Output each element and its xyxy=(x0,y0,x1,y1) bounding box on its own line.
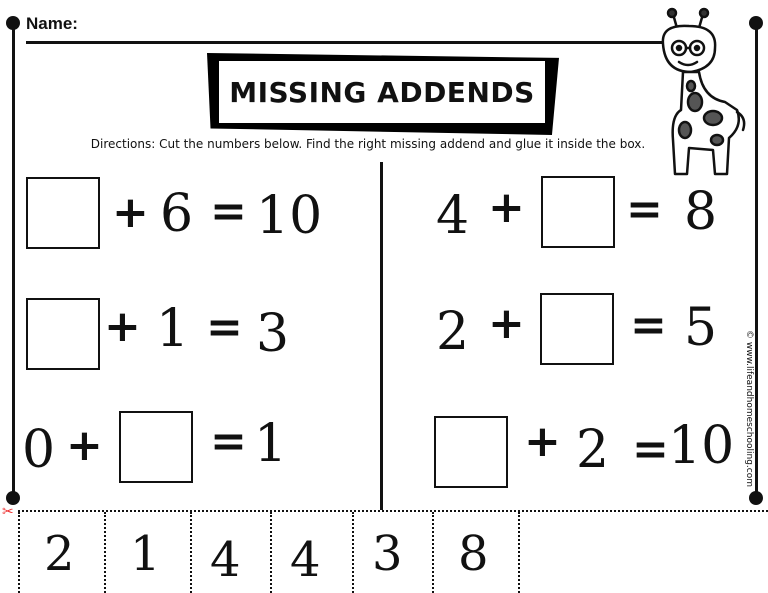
addend-b: 1 xyxy=(156,299,190,359)
cut-line xyxy=(18,510,768,512)
equals-sign: = xyxy=(206,302,243,353)
addend-b: 2 xyxy=(576,420,610,480)
plus-sign: + xyxy=(488,298,525,349)
plus-sign: + xyxy=(524,416,561,467)
cut-number[interactable]: 8 xyxy=(458,526,489,582)
worksheet-title: MISSING ADDENDS xyxy=(219,61,545,123)
sum-value: 3 xyxy=(256,304,290,364)
cut-divider xyxy=(352,512,354,593)
sum-value: 10 xyxy=(668,416,735,476)
equals-sign: = xyxy=(210,186,247,237)
answer-box[interactable] xyxy=(26,298,100,370)
directions-text: Directions: Cut the numbers below. Find the right missing addend and glue it inside the box. xyxy=(90,137,646,151)
website-credit: © www.lifeandhomeschooling.com xyxy=(744,330,754,487)
sum-value: 5 xyxy=(684,298,718,358)
cut-divider xyxy=(432,512,434,593)
post-dot-bottom-right xyxy=(749,491,763,505)
post-left xyxy=(12,22,15,498)
equals-sign: = xyxy=(210,416,247,467)
plus-sign: + xyxy=(488,182,525,233)
sum-value: 8 xyxy=(684,182,718,242)
addend-b: 6 xyxy=(160,184,194,244)
center-divider xyxy=(380,162,383,510)
addend-a: 4 xyxy=(436,186,470,246)
cut-divider xyxy=(518,512,520,593)
cut-number[interactable]: 4 xyxy=(290,532,321,588)
answer-box[interactable] xyxy=(541,176,615,248)
cut-divider xyxy=(104,512,106,593)
answer-box[interactable] xyxy=(26,177,100,249)
equals-sign: = xyxy=(630,300,667,351)
addend-a: 0 xyxy=(22,420,56,480)
answer-box[interactable] xyxy=(119,411,193,483)
cut-number[interactable]: 4 xyxy=(210,532,241,588)
equals-sign: = xyxy=(632,424,669,475)
cut-divider xyxy=(270,512,272,593)
name-line xyxy=(26,41,666,44)
addend-a: 2 xyxy=(436,302,470,362)
cut-number[interactable]: 3 xyxy=(372,526,403,582)
cut-number[interactable]: 2 xyxy=(44,526,75,582)
cut-number[interactable]: 1 xyxy=(130,526,161,582)
cut-divider xyxy=(190,512,192,593)
answer-box[interactable] xyxy=(540,293,614,365)
post-dot-bottom-left xyxy=(6,491,20,505)
giraffe-icon xyxy=(655,6,755,184)
equals-sign: = xyxy=(626,184,663,235)
plus-sign: + xyxy=(66,420,103,471)
post-right xyxy=(755,22,758,498)
sum-value: 10 xyxy=(256,186,323,246)
scissors-icon: ✂ xyxy=(2,504,14,520)
plus-sign: + xyxy=(112,187,149,238)
answer-box[interactable] xyxy=(434,416,508,488)
name-label: Name: xyxy=(26,14,78,33)
cut-divider xyxy=(18,512,20,593)
sum-value: 1 xyxy=(254,414,288,474)
plus-sign: + xyxy=(104,301,141,352)
